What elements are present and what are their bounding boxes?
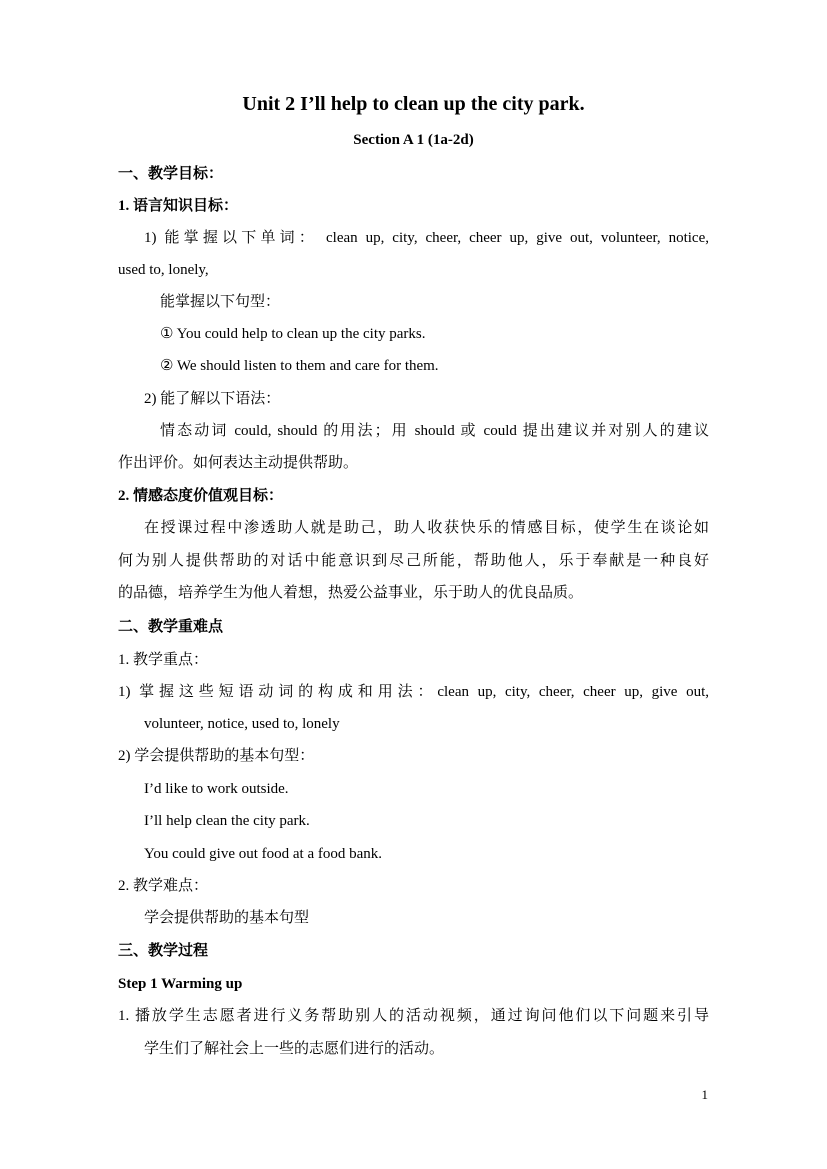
emotion-line-1: 在授课过程中渗透助人就是助己，助人收获快乐的情感目标，使学生在谈论如 [144, 520, 709, 536]
step-1-heading: Step 1 Warming up [118, 976, 243, 992]
sentences-intro: 能掌握以下句型： [160, 294, 281, 310]
difficulty-heading: 2. 教学难点： [118, 878, 209, 894]
grammar-line-2: 作出评价。如何表达主动提供帮助。 [118, 455, 359, 471]
key-point-1-line-1: 1) 掌握这些短语动词的构成和用法：clean up, city, cheer, cheer up, give out, [118, 684, 709, 700]
step-1-item-line-2: 学生们了解社会上一些的志愿们进行的活动。 [144, 1041, 445, 1057]
vocab-line-1: 1) 能掌握以下单词： clean up, city, cheer, cheer up, give out, volunteer, notice, [144, 230, 709, 246]
page-number: 1 [701, 1087, 708, 1102]
emotion-line-2: 何为别人提供帮助的对话中能意识到尽己所能，帮助他人，乐于奉献是一种良好 [118, 553, 709, 569]
pattern-2: I’ll help clean the city park. [144, 813, 310, 829]
step-1-item-line-1: 1. 播放学生志愿者进行义务帮助别人的活动视频，通过询问他们以下问题来引导 [118, 1008, 709, 1024]
objective-2-heading: 2. 情感态度价值观目标： [118, 488, 284, 504]
sentence-2: ② We should listen to them and care for them. [160, 358, 439, 374]
section-1-heading: 一、教学目标： [118, 166, 224, 182]
vocab-line-2: used to, lonely, [118, 262, 209, 278]
sentence-1: ① You could help to clean up the city parks. [160, 326, 426, 342]
section-2-heading: 二、教学重难点 [118, 619, 224, 635]
section-3-heading: 三、教学过程 [118, 943, 209, 959]
key-points-heading: 1. 教学重点： [118, 652, 209, 668]
document-title: Unit 2 I’ll help to clean up the city park. [242, 93, 585, 115]
section-subtitle: Section A 1 (1a-2d) [353, 132, 474, 148]
grammar-item-heading: 2) 能了解以下语法： [144, 391, 281, 407]
pattern-3: You could give out food at a food bank. [144, 846, 383, 862]
grammar-line-1: 情态动词 could, should 的用法；用 should 或 could 提出建议并对别人的建议 [160, 423, 709, 439]
emotion-line-3: 的品德，培养学生为他人着想，热爱公益事业，乐于助人的优良品质。 [118, 585, 584, 601]
key-point-2: 2) 学会提供帮助的基本句型： [118, 748, 315, 764]
objective-1-heading: 1. 语言知识目标： [118, 198, 239, 214]
difficulty-text: 学会提供帮助的基本句型 [144, 910, 310, 926]
pattern-1: I’d like to work outside. [144, 781, 289, 797]
key-point-1-line-2: volunteer, notice, used to, lonely [144, 716, 340, 732]
